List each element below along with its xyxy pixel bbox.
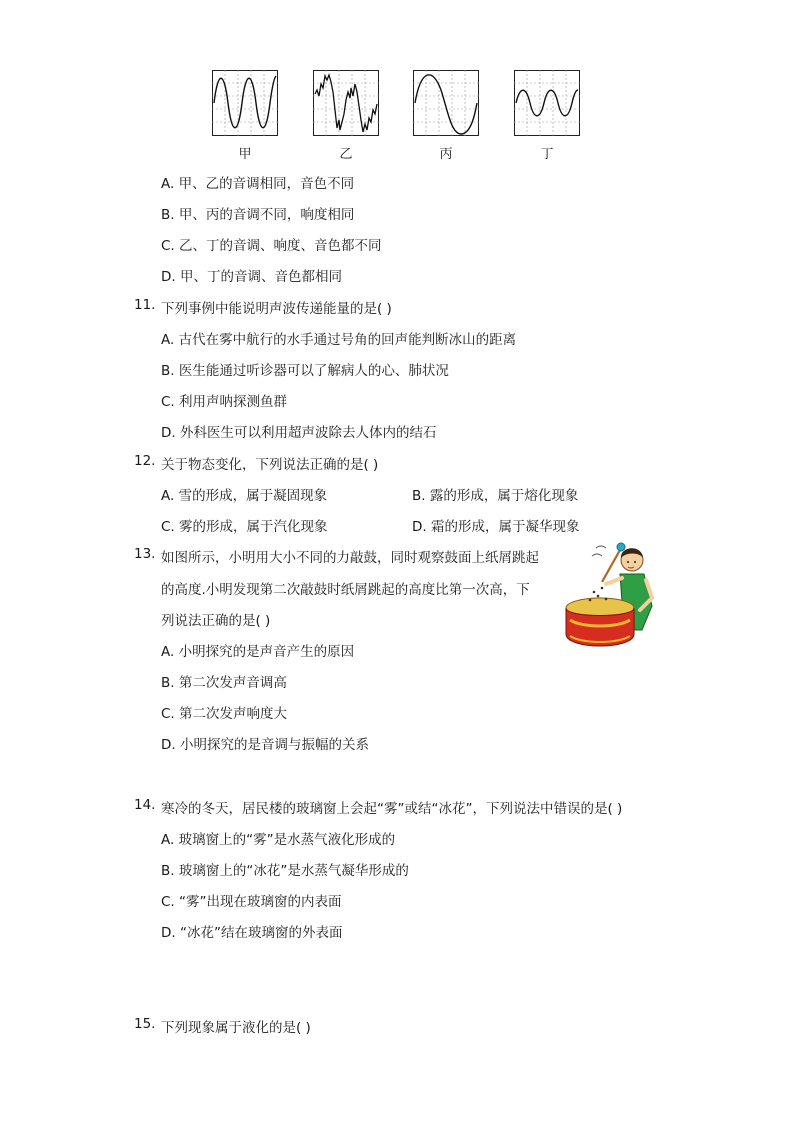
q12-stem: 关于物态变化，下列说法正确的是( ) bbox=[161, 457, 379, 473]
q13-stem-line-3: 列说法正确的是( ) bbox=[161, 613, 271, 629]
q14-option-c: C. “雾”出现在玻璃窗的内表面 bbox=[161, 894, 342, 910]
q11-option-b: B. 医生能通过听诊器可以了解病人的心、肺状况 bbox=[161, 363, 449, 379]
q13-number: 13. bbox=[134, 546, 156, 562]
waveform-label: 甲 bbox=[238, 147, 252, 162]
q12-option-d: D. 霜的形成，属于凝华现象 bbox=[412, 519, 580, 535]
q10-option-d: D. 甲、丁的音调、音色都相同 bbox=[161, 269, 342, 285]
q14-option-a: A. 玻璃窗上的“雾”是水蒸气液化形成的 bbox=[161, 832, 396, 848]
q14-option-b: B. 玻璃窗上的“冰花”是水蒸气凝华形成的 bbox=[161, 863, 409, 879]
q14-stem: 寒冷的冬天，居民楼的玻璃窗上会起“雾”或结“冰花”，下列说法中错误的是( ) bbox=[161, 801, 623, 817]
q11-option-d: D. 外科医生可以利用超声波除去人体内的结石 bbox=[161, 425, 437, 441]
q10-option-c: C. 乙、丁的音调、响度、音色都不同 bbox=[161, 238, 382, 254]
q13-option-a: A. 小明探究的是声音产生的原因 bbox=[161, 644, 355, 660]
q14-option-d: D. “冰花”结在玻璃窗的外表面 bbox=[161, 925, 343, 941]
q10-option-a: A. 甲、乙的音调相同，音色不同 bbox=[161, 176, 355, 192]
q13-stem-line-2: 的高度.小明发现第二次敲鼓时纸屑跳起的高度比第一次高，下 bbox=[161, 582, 530, 598]
q12-number: 12. bbox=[134, 453, 156, 469]
q11-option-c: C. 利用声呐探测鱼群 bbox=[161, 394, 288, 410]
q15-number: 15. bbox=[134, 1016, 156, 1032]
waveform-label: 丙 bbox=[439, 147, 453, 162]
q15-stem: 下列现象属于液化的是( ) bbox=[161, 1020, 311, 1036]
waveform-bing bbox=[413, 70, 479, 136]
waveform-label: 丁 bbox=[540, 147, 554, 162]
q11-option-a: A. 古代在雾中航行的水手通过号角的回声能判断冰山的距离 bbox=[161, 332, 517, 348]
q10-option-b: B. 甲、丙的音调不同，响度相同 bbox=[161, 207, 355, 223]
q13-stem-line-1: 如图所示，小明用大小不同的力敲鼓，同时观察鼓面上纸屑跳起 bbox=[161, 550, 539, 566]
q12-option-c: C. 雾的形成，属于汽化现象 bbox=[161, 519, 328, 535]
q14-number: 14. bbox=[134, 797, 156, 813]
q12-option-b: B. 露的形成，属于熔化现象 bbox=[412, 488, 579, 504]
q13-option-d: D. 小明探究的是音调与振幅的关系 bbox=[161, 737, 369, 753]
q11-stem: 下列事例中能说明声波传递能量的是( ) bbox=[161, 301, 392, 317]
q13-option-c: C. 第二次发声响度大 bbox=[161, 706, 288, 722]
waveform-yi bbox=[313, 70, 379, 136]
q11-number: 11. bbox=[134, 297, 156, 313]
drum-boy-illustration bbox=[562, 538, 662, 654]
waveform-label: 乙 bbox=[339, 147, 353, 162]
waveform-ding bbox=[514, 70, 580, 136]
waveform-jia bbox=[212, 70, 278, 136]
q12-option-a: A. 雪的形成，属于凝固现象 bbox=[161, 488, 328, 504]
q13-option-b: B. 第二次发声音调高 bbox=[161, 675, 287, 691]
